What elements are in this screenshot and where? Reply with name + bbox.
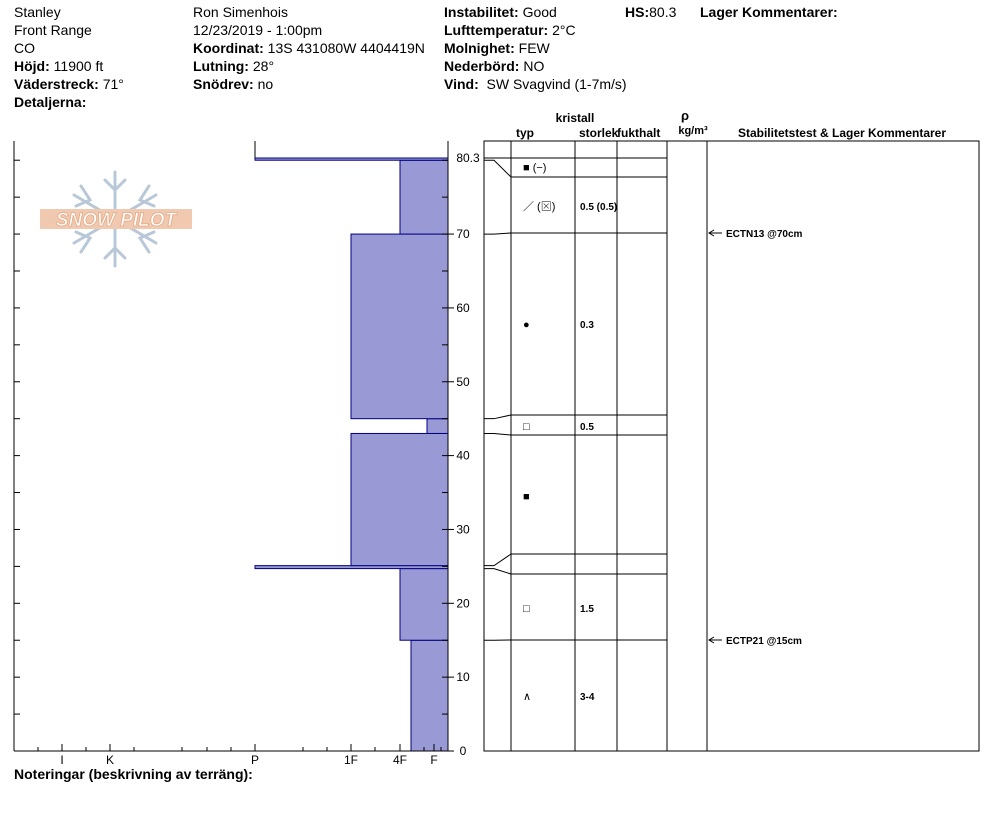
hardness-bar bbox=[427, 419, 448, 434]
crystal-symbol: ■ (−) bbox=[523, 162, 547, 174]
height-label: 0 bbox=[459, 744, 467, 758]
layer-comments-label: Lager Kommentarer: bbox=[700, 4, 838, 20]
hardness-bar bbox=[400, 160, 448, 234]
sky-value: FEW bbox=[518, 40, 550, 56]
wind-loading-value: no bbox=[257, 76, 274, 92]
air-temp-value: 2°C bbox=[552, 22, 576, 38]
crystal-symbol: ■ bbox=[523, 491, 530, 503]
slope-value: 28° bbox=[252, 58, 275, 74]
layer-connector bbox=[484, 415, 511, 419]
col-header-stability: Stabilitetstest & Lager Kommentarer bbox=[737, 126, 947, 140]
header-datetime: 12/23/2019 - 1:00pm bbox=[193, 22, 323, 38]
col-header-rho: ρ bbox=[680, 108, 690, 123]
wind-value: SW Svagvind (1-7m/s) bbox=[486, 76, 627, 92]
hardness-ticks bbox=[38, 744, 441, 767]
hardness-tick-label: I bbox=[60, 753, 64, 767]
layer-connector bbox=[484, 160, 511, 177]
layer-crystals bbox=[523, 162, 617, 703]
elevation-label: Höjd: bbox=[14, 58, 50, 74]
hardness-bar bbox=[351, 433, 448, 565]
precip-label: Nederbörd: bbox=[444, 58, 520, 74]
height-label: 60 bbox=[456, 300, 470, 315]
instability-label: Instabilitet: bbox=[444, 4, 519, 20]
height-labels bbox=[448, 151, 480, 758]
wind-loading-label: Snödrev: bbox=[193, 76, 254, 92]
col-header-density-unit: kg/m³ bbox=[678, 125, 708, 137]
hs-label: 80.3 bbox=[456, 151, 480, 165]
hardness-tick-label: F bbox=[430, 753, 438, 767]
height-label: 20 bbox=[456, 596, 470, 611]
crystal-symbol: ● bbox=[523, 319, 530, 331]
coord-value: 13S 431080W 4404419N bbox=[267, 40, 425, 56]
stability-label: ECTP21 @15cm bbox=[726, 636, 802, 647]
crystal-size: 0.3 bbox=[580, 320, 594, 331]
elevation-value: 11900 ft bbox=[53, 58, 104, 74]
notes-label: Noteringar (beskrivning av terräng): bbox=[14, 766, 253, 782]
hs-value: 80.3 bbox=[649, 4, 677, 20]
hardness-tick-label: P bbox=[250, 753, 260, 767]
aspect-value: 71° bbox=[102, 76, 124, 92]
air-temp-label: Lufttemperatur: bbox=[444, 22, 549, 38]
crystal-symbol: □ bbox=[523, 603, 530, 615]
crystal-size: 0.5 bbox=[580, 422, 594, 433]
stability-label: ECTN13 @70cm bbox=[726, 229, 803, 240]
slope-label: Lutning: bbox=[193, 58, 249, 74]
hardness-tick-label: 1F bbox=[343, 753, 359, 767]
layer-connector bbox=[484, 554, 511, 566]
header-location: Stanley bbox=[14, 4, 61, 20]
layer-connector bbox=[484, 233, 511, 234]
details-label: Detaljerna: bbox=[14, 94, 87, 110]
height-label: 50 bbox=[456, 374, 470, 389]
hardness-bar bbox=[351, 234, 448, 419]
layer-connector bbox=[484, 433, 511, 435]
crystal-symbol: ∧ bbox=[523, 691, 532, 703]
hs-label: HS: bbox=[625, 4, 650, 20]
instability-value: Good bbox=[522, 4, 557, 20]
hardness-bar bbox=[255, 158, 448, 160]
col-header-type: typ bbox=[516, 126, 534, 140]
col-header-size: storlek bbox=[579, 126, 619, 140]
crystal-size: 3-4 bbox=[580, 692, 595, 703]
col-header-crystal: kristall bbox=[555, 111, 595, 125]
header-state: CO bbox=[14, 40, 35, 56]
hardness-tick-label: 4F bbox=[392, 753, 408, 767]
height-label: 30 bbox=[456, 522, 470, 537]
height-label: 10 bbox=[456, 670, 470, 685]
wind-label: Vind: bbox=[444, 76, 479, 92]
header-range: Front Range bbox=[14, 22, 92, 38]
crystal-size: 0.5 (0.5) bbox=[580, 202, 618, 213]
height-label: 70 bbox=[456, 227, 470, 242]
coord-label: Koordinat: bbox=[193, 40, 264, 56]
hardness-bar bbox=[400, 569, 448, 641]
snowpilot-logo bbox=[40, 172, 192, 266]
crystal-symbol: ／ (⊠) bbox=[523, 201, 556, 213]
precip-value: NO bbox=[523, 58, 545, 74]
stability-tests bbox=[709, 229, 803, 647]
col-header-moisture: fukthalt bbox=[617, 126, 661, 140]
hardness-bar bbox=[411, 640, 448, 751]
aspect-label: Väderstreck: bbox=[14, 76, 99, 92]
hardness-profile bbox=[255, 141, 448, 751]
header-observer: Ron Simenhois bbox=[193, 4, 288, 20]
crystal-size: 1.5 bbox=[580, 604, 594, 615]
hardness-tick-label: K bbox=[105, 753, 115, 767]
crystal-symbol: □ bbox=[523, 421, 530, 433]
sky-label: Molnighet: bbox=[444, 40, 515, 56]
logo-text: SNOW PILOT bbox=[55, 210, 177, 231]
height-label: 40 bbox=[456, 448, 470, 463]
layer-connector bbox=[484, 569, 511, 574]
